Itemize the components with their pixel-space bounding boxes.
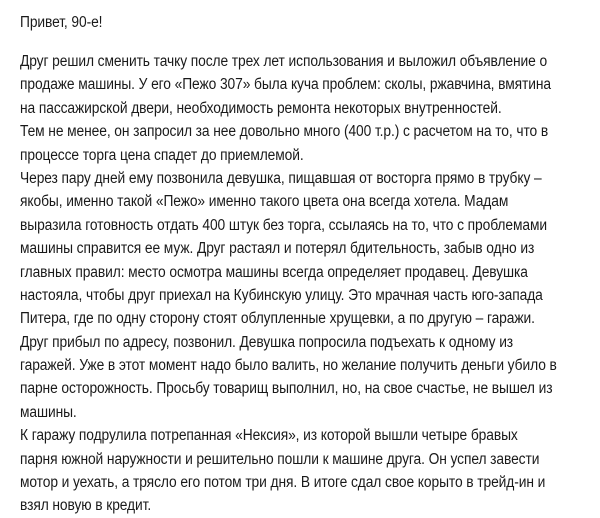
text-line: парне осторожность. Просьбу товарищ выполнил, но, на свое счастье, не вышел из bbox=[20, 380, 553, 398]
paragraph-3 bbox=[20, 167, 600, 331]
paragraph-1 bbox=[20, 50, 600, 120]
text-line: машины справится ее муж. Друг растаял и потерял бдительность, забыв одно из bbox=[20, 240, 535, 258]
text-line: Друг прибыл по адресу, позвонил. Девушка попросила подъехать к одному из bbox=[20, 333, 514, 351]
text-line: Друг решил сменить тачку после трех лет использования и выложил объявление о bbox=[20, 52, 548, 70]
text-line: Питера, где по одну сторону стоят облупленные хрущевки, а по другую – гаражи. bbox=[20, 310, 535, 328]
text-line: мотор и уехать, а трясло его потом три дня. В итоге сдал свое корыто в трейд-ин и bbox=[20, 474, 546, 492]
text-line: настояла, чтобы друг приехал на Кубинскую улицу. Это мрачная часть юго-запада bbox=[20, 286, 543, 304]
text-line: К гаражу подрулила потрепанная «Нексия», из которой вышли четыре бравых bbox=[20, 427, 518, 445]
article-body bbox=[20, 11, 600, 518]
paragraph-4 bbox=[20, 331, 600, 425]
text-line: на пассажирской двери, необходимость ремонта некоторых внутренностей. bbox=[20, 99, 502, 117]
text-line: якобы, именно такой «Пежо» именно такого цвета она всегда хотела. Мадам bbox=[20, 193, 509, 211]
text-line: процессе торга цена спадет до приемлемой. bbox=[20, 146, 304, 164]
text-line: Тем не менее, он запросил за нее довольно много (400 т.р.) с расчетом на то, что в bbox=[20, 123, 549, 141]
paragraph-2 bbox=[20, 120, 600, 167]
text-line: гаражей. Уже в этот момент надо было валить, но желание получить деньги убило в bbox=[20, 357, 557, 375]
paragraph-5 bbox=[20, 424, 600, 518]
text-line: взял новую в кредит. bbox=[20, 497, 152, 515]
greeting-heading: Привет, 90-е! bbox=[20, 14, 103, 31]
text-line: выразила готовность отдать 400 штук без торга, ссылаясь на то, что с проблемами bbox=[20, 216, 547, 234]
text-line: Через пару дней ему позвонила девушка, пищавшая от восторга прямо в трубку – bbox=[20, 169, 542, 187]
text-line: главных правил: место осмотра машины всегда определяет продавец. Девушка bbox=[20, 263, 528, 281]
text-line: машины. bbox=[20, 403, 77, 421]
text-line: продаже машины. У его «Пежо 307» была куча проблем: сколы, ржавчина, вмятина bbox=[20, 76, 551, 94]
text-line: парня южной наружности и решительно пошли к машине друга. Он успел завести bbox=[20, 450, 540, 468]
